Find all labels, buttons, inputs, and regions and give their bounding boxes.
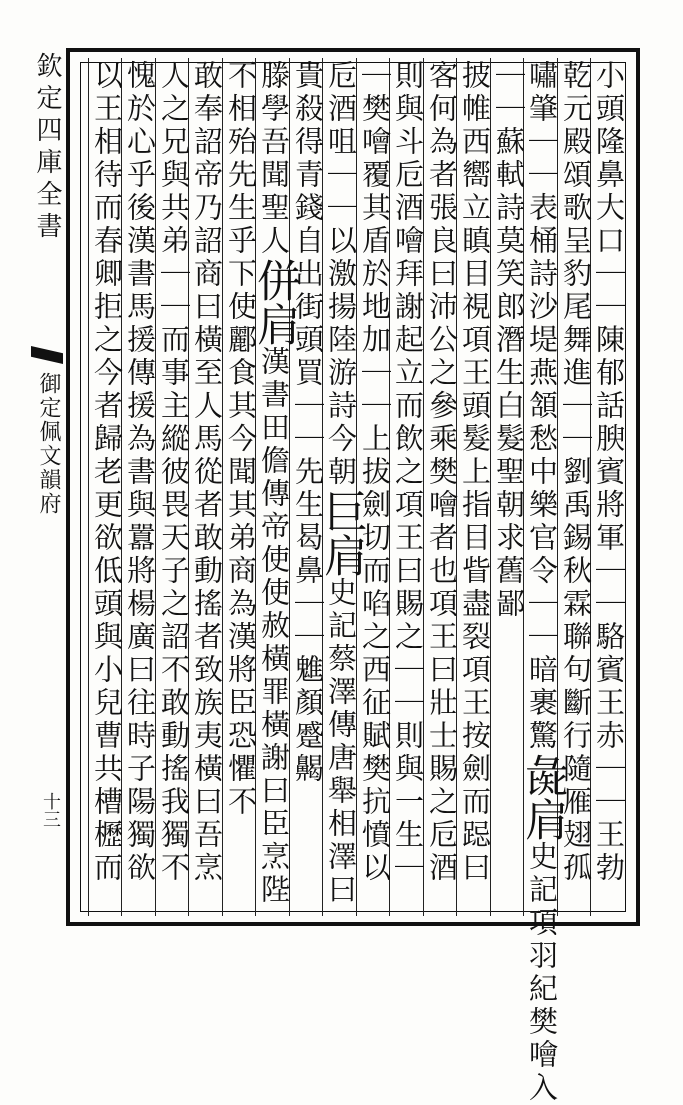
text-column <box>590 60 628 916</box>
text-column <box>188 60 226 916</box>
margin-column <box>27 48 65 926</box>
column-text: 小頭隆鼻大口｜｜陳郁話腴賓將軍｜｜駱賓王赤｜｜王勃 <box>592 60 626 885</box>
column-text: 披帷西嚮立瞋目視項王頭髮上指目眥盡裂項王按劍而跽曰 <box>458 60 492 885</box>
column-text: 史記項羽紀樊噲入 <box>525 841 559 1105</box>
text-column <box>289 60 327 916</box>
column-text: 敢奉詔帝乃詔商曰橫至人馬從者敢動搖者致族夷橫曰吾烹 <box>190 60 224 885</box>
text-column <box>249 60 300 916</box>
column-text: 以王相待而春卿拒之今者歸老更欲低頭與小兒曹共槽櫪而 <box>90 60 124 885</box>
text-column <box>88 60 126 916</box>
column-text: 客何為者張良曰沛公之參乘樊噲者也項王曰壯士賜之卮酒 <box>425 60 459 885</box>
column-text: 則與斗卮酒噲拜謝起立而飲之項王曰賜之｜｜則與一生｜ <box>391 60 425 885</box>
column-text: 不相殆先生乎 <box>224 60 258 258</box>
text-column <box>517 60 568 1105</box>
column-text: 乾元殿頌歌呈豹尾舞進｜｜劉禹錫秋霖聯句斷行隨雁翅孤 <box>559 60 593 885</box>
text-column <box>155 60 193 916</box>
book-title: 御定佩文韻府 <box>36 372 61 516</box>
entry-headword: 巨肩 <box>316 489 367 577</box>
column-text: 漢書田儋傳帝使使赦橫罪橫謝曰臣烹陛 <box>257 346 291 907</box>
column-text: 下使酈食其今聞其弟商為漢將臣恐懼不 <box>224 258 258 819</box>
column-text: 貴殺得青錢自出街頭買｜｜ <box>291 60 325 456</box>
column-text: 先生曷鼻｜｜魋顏蹙齃 <box>291 456 325 786</box>
column-text: 滕學吾聞聖人 <box>257 60 291 258</box>
text-column <box>356 60 394 916</box>
collection-title: 欽定四庫全書 <box>32 52 62 244</box>
column-text: 嘯肇｜｜表桶詩沙堤燕頷愁中樂官令｜｜暗裹驚 <box>525 60 559 753</box>
text-column <box>222 60 260 916</box>
fishtail-mark-icon <box>31 346 63 364</box>
entry-headword: 彘肩 <box>517 753 568 841</box>
text-column <box>456 60 494 916</box>
entry-headword: 併肩 <box>249 258 300 346</box>
column-text: 愧於心乎後漢書馬援傳援為書與囂將楊廣曰往時子陽獨欲 <box>123 60 157 885</box>
column-text: ｜樊噲覆其盾於地加｜｜上拔劍切而啗之西征賦樊抗憤以 <box>358 60 392 885</box>
text-column <box>423 60 461 916</box>
column-text: 史記蔡澤傳唐舉相澤曰 <box>324 577 358 907</box>
text-column <box>121 60 159 916</box>
text-column <box>316 60 367 916</box>
column-text: 卮酒咀｜｜以激揚陸游詩今朝 <box>324 60 358 489</box>
column-text: ｜｜蘇軾詩莫笑郎潛生白髮聖朝求舊鄙 <box>492 60 526 621</box>
column-text: 人之兄與共弟｜｜而事主縱彼畏天子之詔不敢動搖我獨不 <box>157 60 191 885</box>
text-column <box>490 60 528 916</box>
leaf-number: 十三 <box>40 792 61 828</box>
text-column <box>389 60 427 916</box>
